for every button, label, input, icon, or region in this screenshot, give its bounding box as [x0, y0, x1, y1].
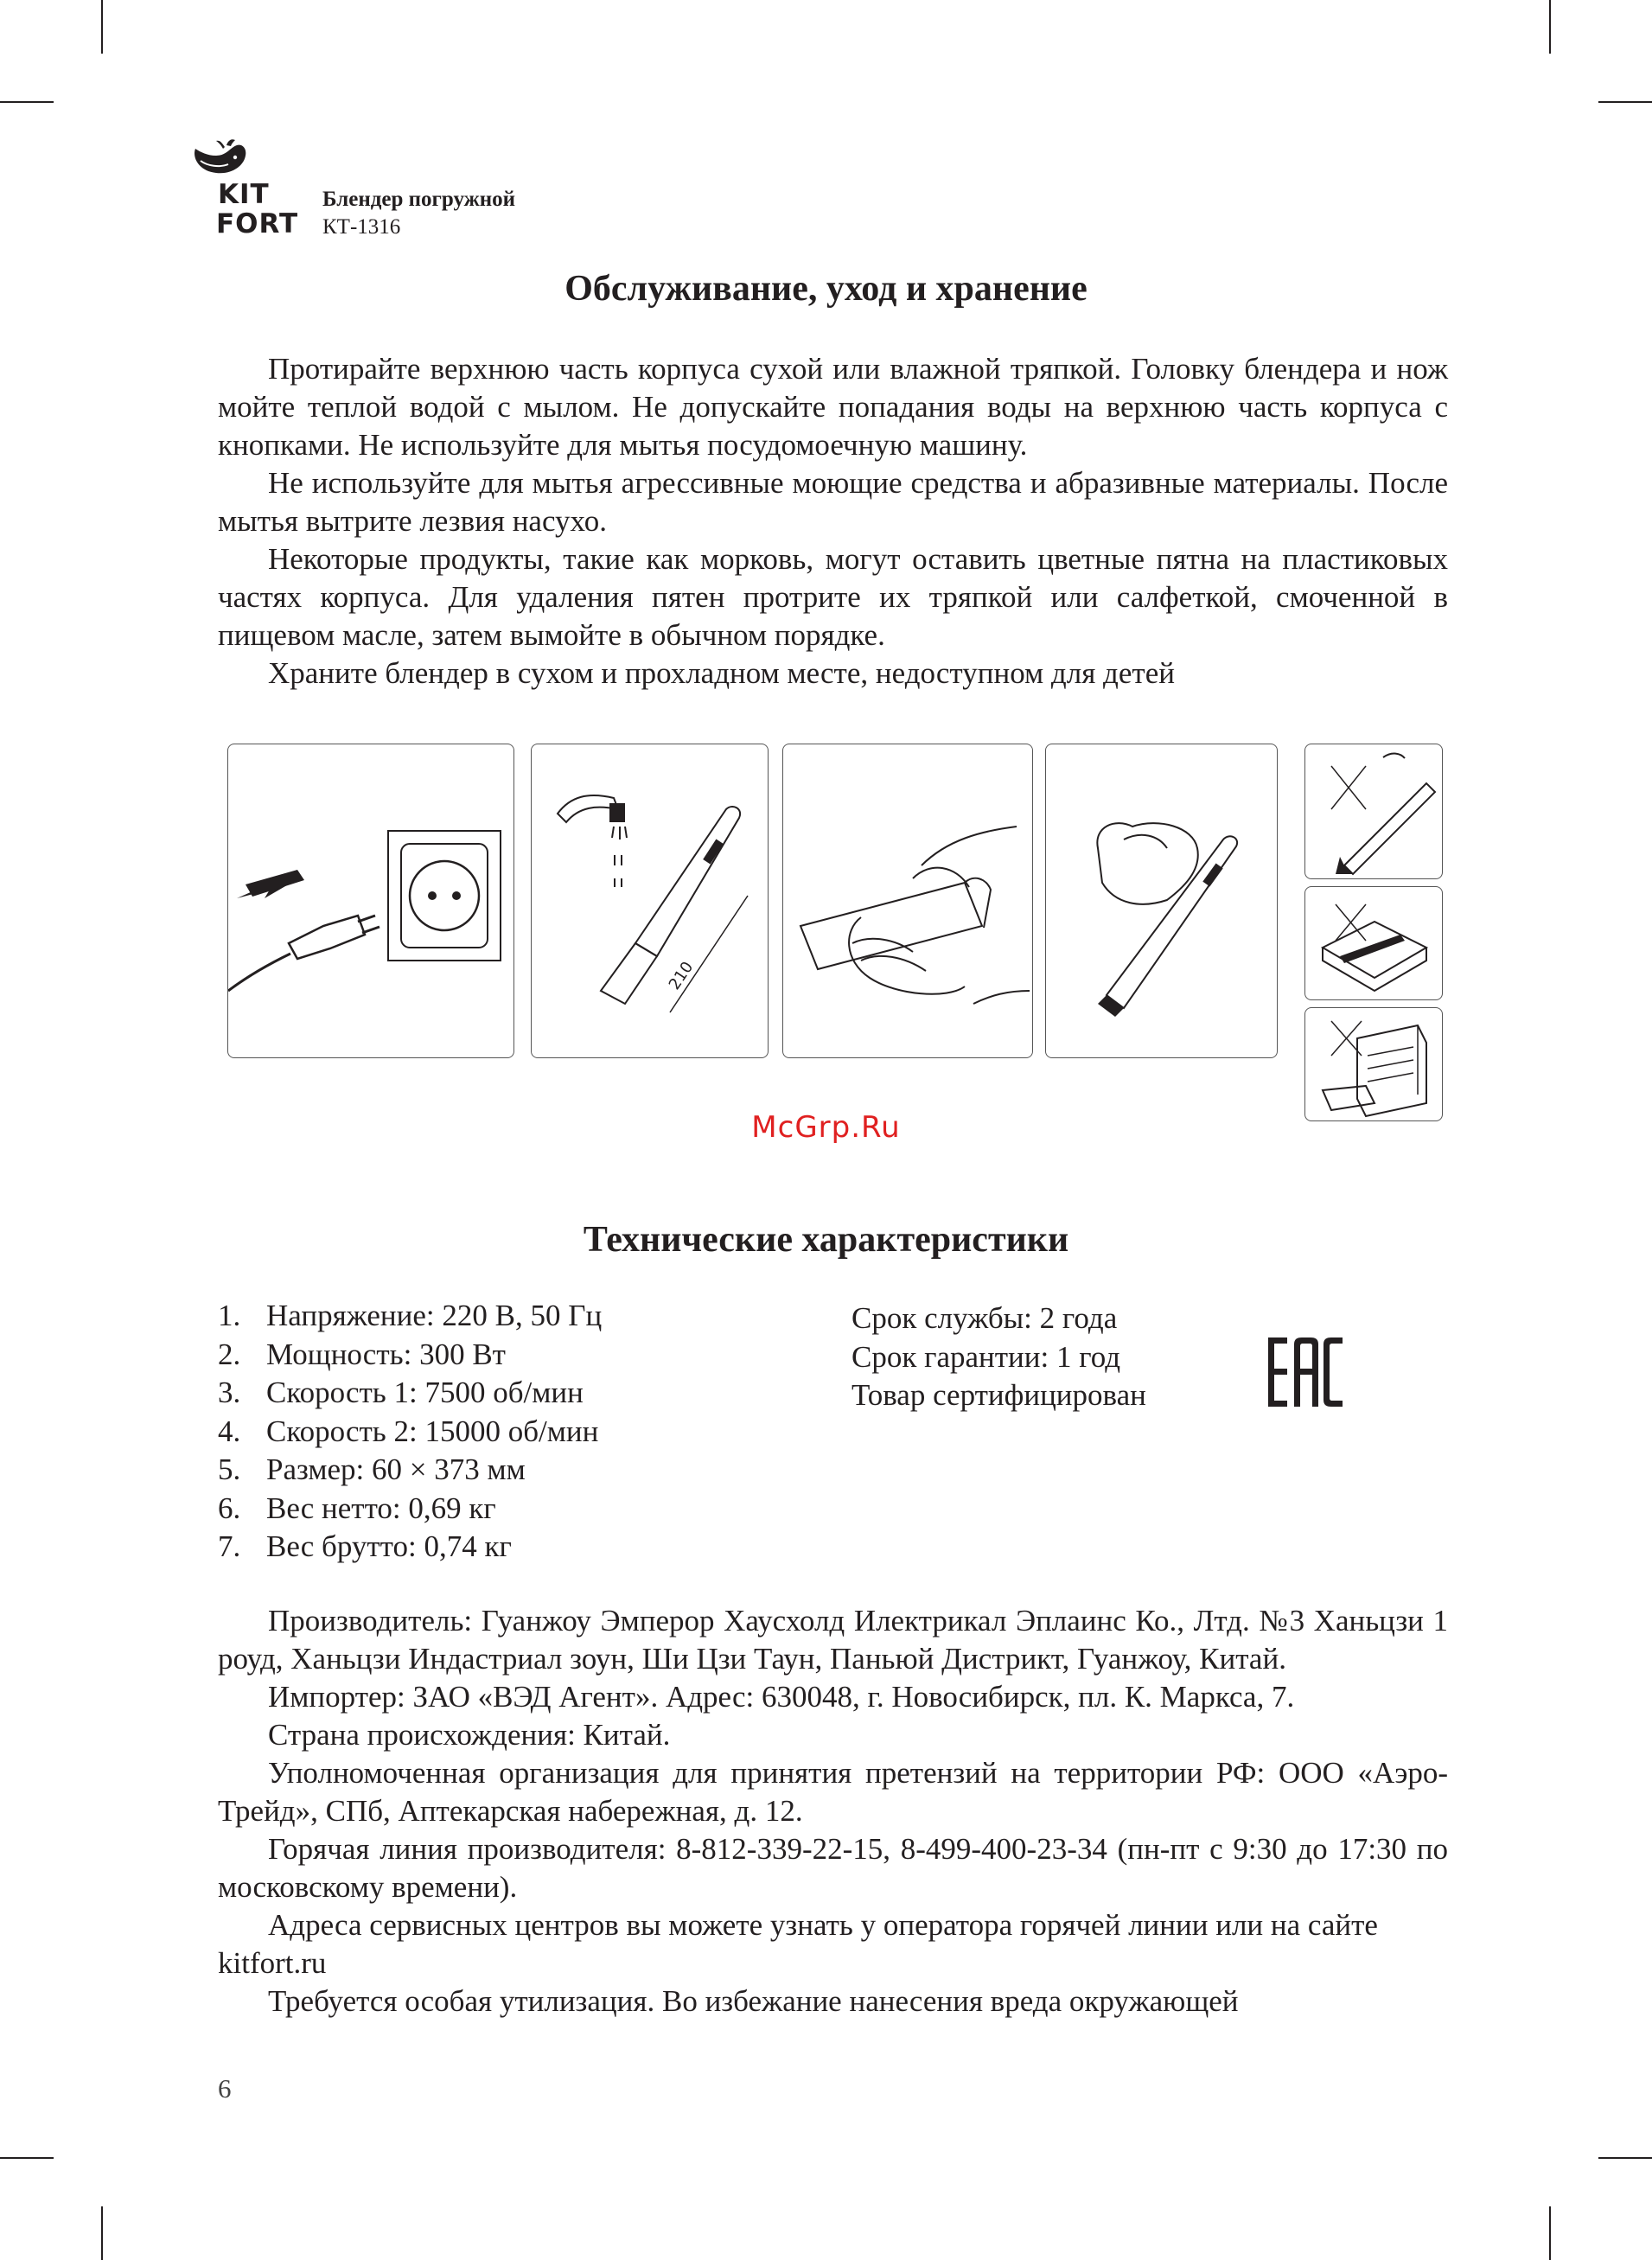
brand-logo — [187, 137, 299, 240]
spec-item: 5. Размер: 60 × 373 мм — [218, 1452, 526, 1486]
watermark: McGrp.Ru — [751, 1110, 901, 1145]
manufacturer-info — [218, 1602, 1448, 2021]
crop-mark — [101, 0, 103, 54]
page-number: 6 — [218, 2073, 232, 2104]
product-model: КТ-1316 — [322, 215, 401, 239]
eac-mark-icon — [1268, 1337, 1343, 1407]
crop-mark — [0, 101, 54, 103]
country-of-origin: Страна происхождения: Китай. — [268, 1718, 671, 1752]
care-paragraph: Не используйте для мытья агрессивные моющие средства и абразивные материалы. После мытья вытрите лезвия насухо. — [218, 466, 1448, 538]
specs-heading: Технические характеристики — [583, 1220, 1069, 1260]
spec-item: 3. Скорость 1: 7500 об/мин — [218, 1376, 584, 1409]
logo-line2: FORT — [216, 208, 299, 239]
care-paragraph: Протирайте верхнюю часть корпуса сухой или влажной тряпкой. Головку блендера и нож мойте теплой водой с мылом. Не допускайте попадания воды на верхнюю часть корпуса с кнопками. Не используйте для мытья посудомоечную машину. — [218, 352, 1448, 462]
service-info — [852, 1299, 1146, 1415]
spec-item: 6. Вес нетто: 0,69 кг — [218, 1491, 496, 1525]
care-text — [218, 350, 1448, 693]
crop-mark — [1549, 0, 1551, 54]
wipe-illustration — [782, 744, 1033, 1058]
importer: Импортер: ЗАО «ВЭД Агент». Адрес: 630048, г. Новосибирск, пл. К. Маркса, 7. — [268, 1680, 1295, 1714]
care-heading: Обслуживание, уход и хранение — [564, 269, 1088, 309]
care-paragraph: Некоторые продукты, такие как морковь, могут оставить цветные пятна на пластиковых частях корпуса. Для удаления пятен протрите их тряпкой или салфеткой, смоченной в пищевом масле, затем вымойте в обычном порядке. — [218, 542, 1448, 652]
spec-item: 1. Напряжение: 220 В, 50 Гц — [218, 1299, 603, 1332]
whale-logo-icon — [190, 137, 251, 180]
claims-organization: Уполномоченная организация для принятия претензий на территории РФ: ООО «Аэро-Трейд», СПб, Аптекарская набережная, д. 12. — [218, 1756, 1448, 1828]
hotline: Горячая линия производителя: 8-812-339-22-15, 8-499-400-23-34 (пн-пт с 9:30 до 17:30 по московскому времени). — [218, 1832, 1448, 1904]
unplug-illustration — [227, 744, 514, 1058]
spec-item: 4. Скорость 2: 15000 об/мин — [218, 1414, 599, 1448]
specs-list — [218, 1297, 602, 1567]
manufacturer: Производитель: Гуанжоу Эмперор Хаусхолд Илектрикал Эплаинс Ко., Лтд. №3 Ханьцзи 1 роуд, Ханьцзи Индастриал зоун, Ши Цзи Таун, Паньюй Дистрикт, Гуанжоу, Китай. — [218, 1604, 1448, 1676]
crop-mark — [0, 2157, 54, 2159]
logo-line1: KIT — [218, 179, 270, 210]
disposal-notice: Требуется особая утилизация. Во избежание нанесения вреда окружающей — [268, 1984, 1239, 2018]
service-life: Срок службы: 2 года — [852, 1301, 1118, 1335]
no-running-water-illustration — [1304, 744, 1443, 879]
spec-item: 7. Вес брутто: 0,74 кг — [218, 1529, 512, 1563]
product-title: Блендер погружной — [322, 188, 516, 211]
warranty: Срок гарантии: 1 год — [852, 1339, 1121, 1374]
crop-mark — [1598, 2157, 1652, 2159]
service-centers: Адреса сервисных центров вы можете узнать у оператора горячей линии или на сайте kitfort.ru — [218, 1908, 1378, 1980]
no-soaking-illustration — [1304, 886, 1443, 1000]
spec-item: 2. Мощность: 300 Вт — [218, 1337, 506, 1371]
dry-illustration — [1045, 744, 1278, 1058]
no-dishwasher-illustration — [1304, 1007, 1443, 1121]
crop-mark — [1549, 2206, 1551, 2260]
dimension-label: 210 — [665, 958, 698, 993]
crop-mark — [101, 2206, 103, 2260]
care-paragraph: Храните блендер в сухом и прохладном месте, недоступном для детей — [268, 656, 1175, 690]
crop-mark — [1598, 101, 1652, 103]
rinse-illustration — [531, 744, 769, 1058]
certification: Товар сертифицирован — [852, 1378, 1146, 1412]
